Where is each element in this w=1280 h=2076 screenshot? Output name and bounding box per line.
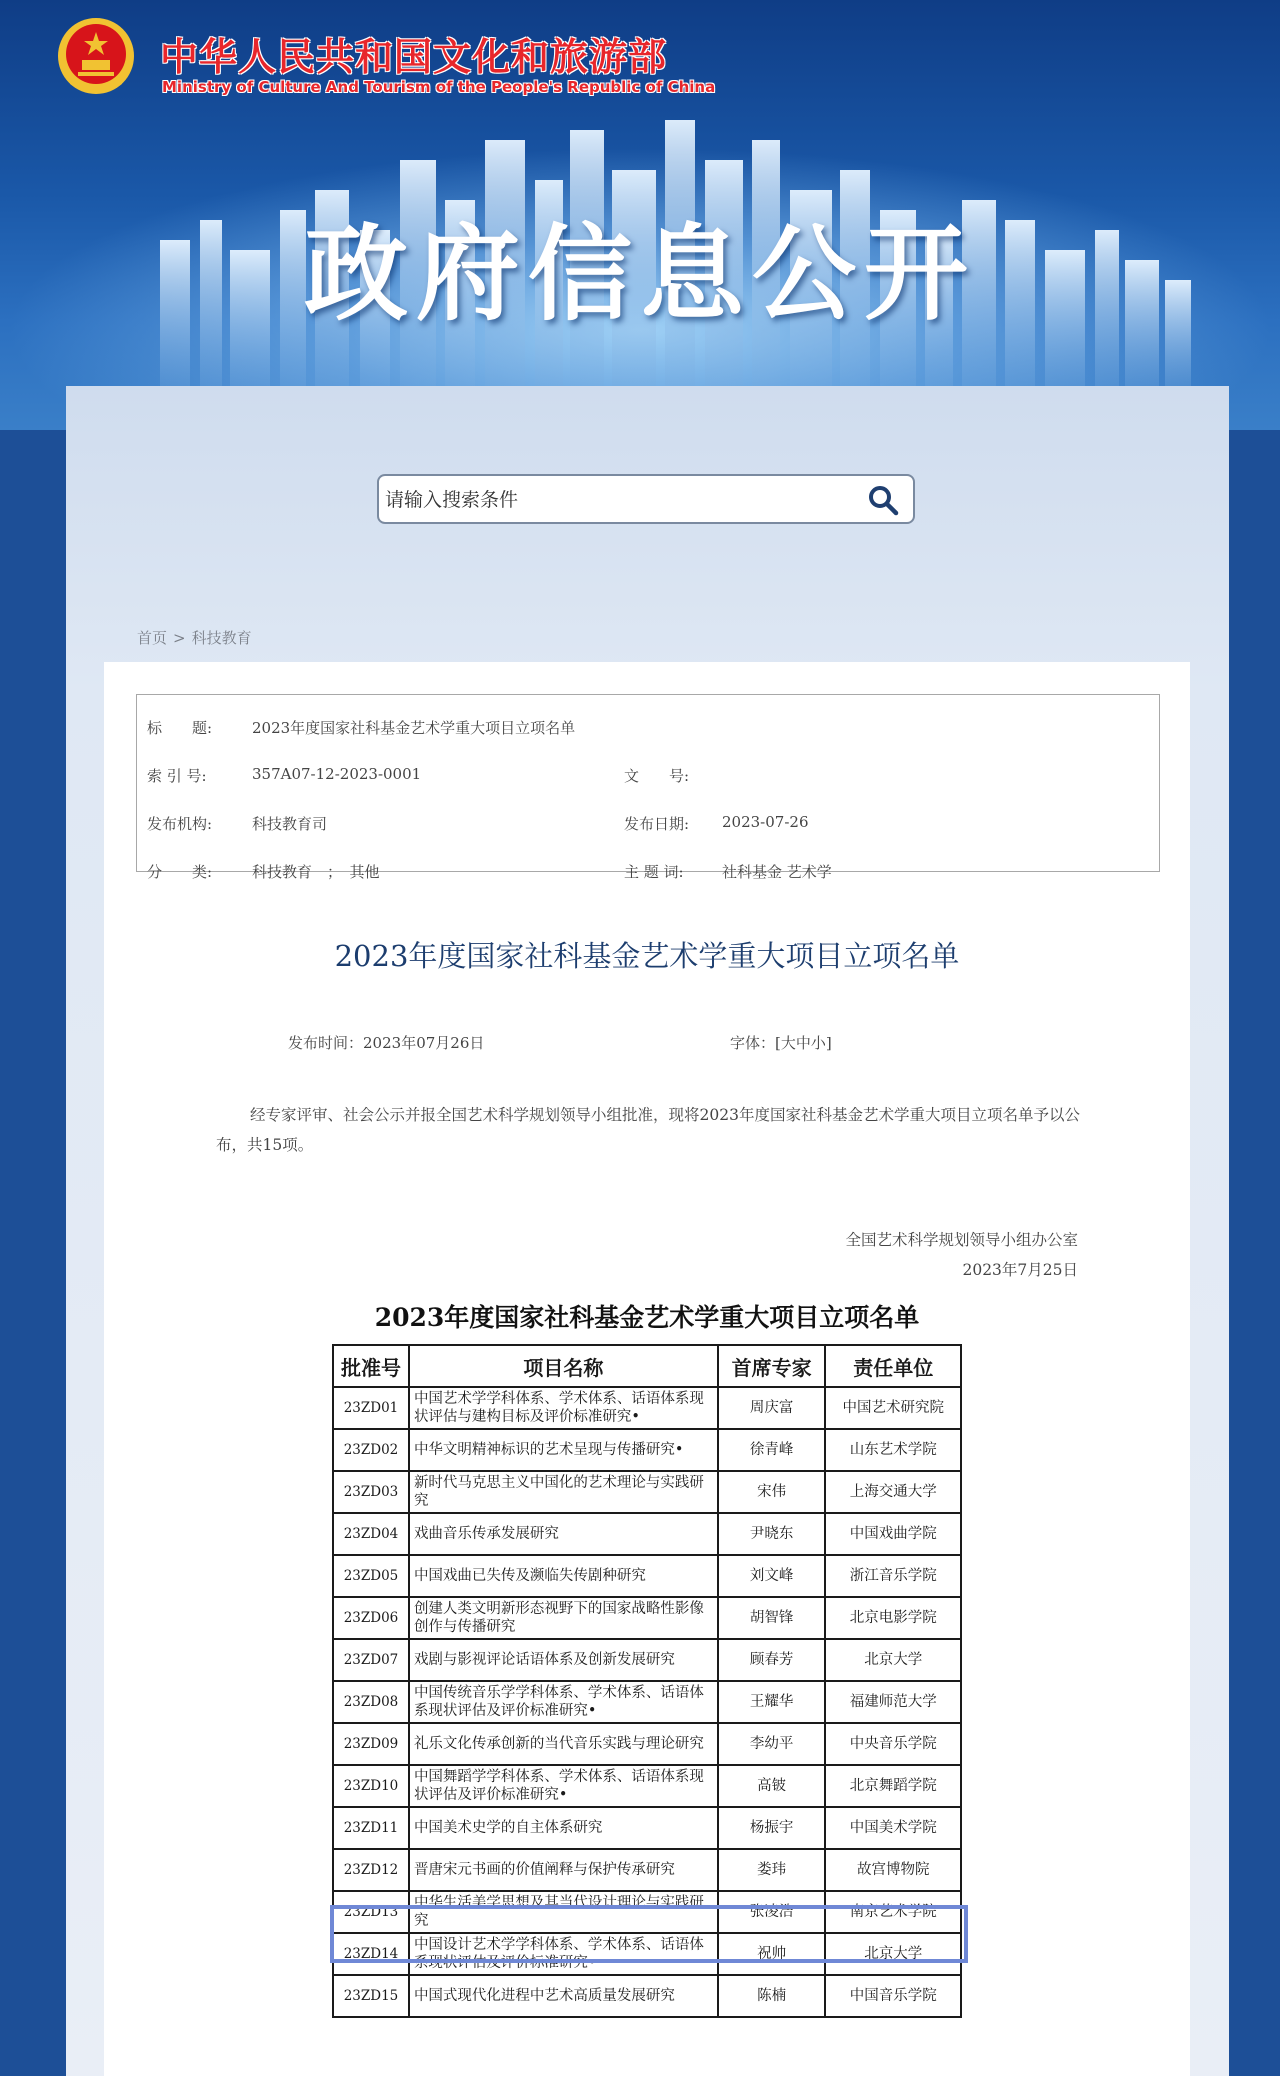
national-emblem-icon — [56, 16, 136, 98]
cell-code: 23ZD11 — [333, 1807, 409, 1849]
cell-unit: 浙江音乐学院 — [825, 1555, 961, 1597]
article — [104, 662, 1190, 2076]
cell-unit: 中国艺术研究院 — [825, 1387, 961, 1429]
cell-code: 23ZD06 — [333, 1597, 409, 1639]
breadcrumb-home-link[interactable]: 首页 — [137, 629, 168, 647]
table-row — [333, 1639, 961, 1681]
document-title: 2023年度国家社科基金艺术学重大项目立项名单 — [334, 939, 960, 973]
font-size-label: 字体： — [730, 1034, 776, 1052]
publish-time-value: 2023年07月26日 — [363, 1034, 485, 1052]
cell-name: 晋唐宋元书画的价值阐释与保护传承研究 — [409, 1849, 718, 1891]
cell-code: 23ZD08 — [333, 1681, 409, 1723]
cell-unit: 南京艺术学院 — [825, 1891, 961, 1933]
table-row — [333, 1933, 961, 1975]
table-row — [333, 1597, 961, 1639]
cell-unit: 北京大学 — [825, 1639, 961, 1681]
header-code: 批准号 — [333, 1345, 409, 1387]
cell-name: 中华生活美学思想及其当代设计理论与实践研究 — [409, 1891, 718, 1933]
cell-unit: 上海交通大学 — [825, 1471, 961, 1513]
table-row — [333, 1849, 961, 1891]
table-row — [333, 1555, 961, 1597]
cell-unit: 福建师范大学 — [825, 1681, 961, 1723]
meta-docno-label: 文 号: — [624, 767, 690, 785]
header-name: 项目名称 — [409, 1345, 718, 1387]
breadcrumb — [137, 627, 258, 648]
cell-unit: 中国戏曲学院 — [825, 1513, 961, 1555]
table-title: 2023年度国家社科基金艺术学重大项目立项名单 — [374, 1303, 920, 1332]
table-row — [333, 1387, 961, 1429]
meta-category-label: 分 类: — [147, 863, 213, 881]
cell-expert: 高铍 — [718, 1765, 826, 1807]
cell-name: 创建人类文明新形态视野下的国家战略性影像创作与传播研究 — [409, 1597, 718, 1639]
table-row — [333, 1807, 961, 1849]
publish-time-label: 发布时间： — [288, 1034, 364, 1052]
cell-name: 中华文明精神标识的艺术呈现与传播研究• — [409, 1429, 718, 1471]
cell-unit: 北京大学 — [825, 1933, 961, 1975]
table-header-row — [333, 1345, 961, 1387]
table-row — [333, 1513, 961, 1555]
meta-issuer-label: 发布机构: — [147, 815, 213, 833]
cell-code: 23ZD09 — [333, 1723, 409, 1765]
cell-code: 23ZD07 — [333, 1639, 409, 1681]
cell-code: 23ZD03 — [333, 1471, 409, 1513]
cell-expert: 娄玮 — [718, 1849, 826, 1891]
font-size-options[interactable]: [大中小] — [775, 1034, 832, 1052]
cell-name: 戏剧与影视评论话语体系及创新发展研究 — [409, 1639, 718, 1681]
cell-code: 23ZD15 — [333, 1975, 409, 2017]
cell-unit: 中国音乐学院 — [825, 1975, 961, 2017]
breadcrumb-section-link[interactable]: 科技教育 — [191, 629, 252, 647]
ministry-name-en: Ministry of Culture And Tourism of the People's Republic of China — [162, 78, 716, 96]
meta-title-value: 2023年度国家社科基金艺术学重大项目立项名单 — [252, 719, 576, 737]
project-table — [332, 1344, 962, 2018]
cell-code: 23ZD05 — [333, 1555, 409, 1597]
table-row — [333, 1723, 961, 1765]
cell-expert: 周庆富 — [718, 1387, 826, 1429]
cell-expert: 徐青峰 — [718, 1429, 826, 1471]
cell-name: 中国传统音乐学学科体系、学术体系、话语体系现状评估及评价标准研究• — [409, 1681, 718, 1723]
cell-code: 23ZD04 — [333, 1513, 409, 1555]
cell-unit: 中央音乐学院 — [825, 1723, 961, 1765]
breadcrumb-separator: > — [173, 629, 186, 647]
meta-title-label: 标 题: — [147, 719, 213, 737]
cell-expert: 顾春芳 — [718, 1639, 826, 1681]
publish-time — [288, 1032, 484, 1053]
cell-code: 23ZD10 — [333, 1765, 409, 1807]
table-row — [333, 1891, 961, 1933]
header-unit: 责任单位 — [825, 1345, 961, 1387]
cell-unit: 山东艺术学院 — [825, 1429, 961, 1471]
signature-organization: 全国艺术科学规划领导小组办公室 — [845, 1231, 1078, 1249]
search-input[interactable] — [383, 482, 857, 518]
cell-code: 23ZD13 — [333, 1891, 409, 1933]
cell-expert: 宋伟 — [718, 1471, 826, 1513]
header-banner — [0, 0, 1280, 430]
cell-unit: 北京电影学院 — [825, 1597, 961, 1639]
meta-issuer-value: 科技教育司 — [252, 815, 328, 833]
table-row — [333, 1681, 961, 1723]
cell-expert: 刘文峰 — [718, 1555, 826, 1597]
ministry-name-cn: 中华人民共和国文化和旅游部 — [160, 35, 668, 79]
cell-expert: 李幼平 — [718, 1723, 826, 1765]
cell-expert: 张凌浩 — [718, 1891, 826, 1933]
cell-name: 中国设计艺术学学科体系、学术体系、话语体系现状评估及评价标准研究• — [409, 1933, 718, 1975]
cell-name: 戏曲音乐传承发展研究 — [409, 1513, 718, 1555]
cell-expert: 祝帅 — [718, 1933, 826, 1975]
cell-unit: 北京舞蹈学院 — [825, 1765, 961, 1807]
cell-expert: 陈楠 — [718, 1975, 826, 2017]
cell-unit: 中国美术学院 — [825, 1807, 961, 1849]
cell-name: 中国美术史学的自主体系研究 — [409, 1807, 718, 1849]
search-box — [377, 474, 915, 524]
meta-date-label: 发布日期: — [624, 815, 690, 833]
header-expert: 首席专家 — [718, 1345, 826, 1387]
cell-expert: 王耀华 — [718, 1681, 826, 1723]
cell-name: 中国式现代化进程中艺术高质量发展研究 — [409, 1975, 718, 2017]
meta-index-value: 357A07-12-2023-0001 — [252, 765, 422, 783]
table-row — [333, 1429, 961, 1471]
meta-subject-label: 主 题 词: — [624, 863, 684, 881]
metadata-box — [136, 694, 1160, 881]
cell-name: 新时代马克思主义中国化的艺术理论与实践研究 — [409, 1471, 718, 1513]
cell-name: 中国戏曲已失传及濒临失传剧种研究 — [409, 1555, 718, 1597]
article-paragraph: 经专家评审、社会公示并报全国艺术科学规划领导小组批准，现将2023年度国家社科基金艺术学重大项目立项名单予以公布，共15项。 — [216, 1106, 1080, 1154]
table-row — [333, 1765, 961, 1807]
cell-code: 23ZD01 — [333, 1387, 409, 1429]
cell-code: 23ZD12 — [333, 1849, 409, 1891]
hero-title: 政府信息公开 — [303, 213, 976, 335]
cell-expert: 胡智锋 — [718, 1597, 826, 1639]
cell-code: 23ZD14 — [333, 1933, 409, 1975]
cell-expert: 尹晓东 — [718, 1513, 826, 1555]
table-row — [333, 1471, 961, 1513]
cell-name: 礼乐文化传承创新的当代音乐实践与理论研究 — [409, 1723, 718, 1765]
font-size-switcher — [730, 1032, 832, 1053]
meta-category-value: 科技教育 ； 其他 — [252, 863, 380, 881]
meta-subject-value: 社科基金 艺术学 — [722, 863, 832, 881]
search-icon[interactable] — [867, 484, 899, 516]
cell-code: 23ZD02 — [333, 1429, 409, 1471]
table-row — [333, 1975, 961, 2017]
cell-name: 中国艺术学学科体系、学术体系、话语体系现状评估与建构目标及评价标准研究• — [409, 1387, 718, 1429]
cell-expert: 杨振宇 — [718, 1807, 826, 1849]
cell-name: 中国舞蹈学学科体系、学术体系、话语体系现状评估及评价标准研究• — [409, 1765, 718, 1807]
cell-unit: 故宫博物院 — [825, 1849, 961, 1891]
meta-index-label: 索 引 号: — [147, 767, 207, 785]
meta-date-value: 2023-07-26 — [722, 813, 809, 831]
signature-date: 2023年7月25日 — [962, 1261, 1078, 1279]
